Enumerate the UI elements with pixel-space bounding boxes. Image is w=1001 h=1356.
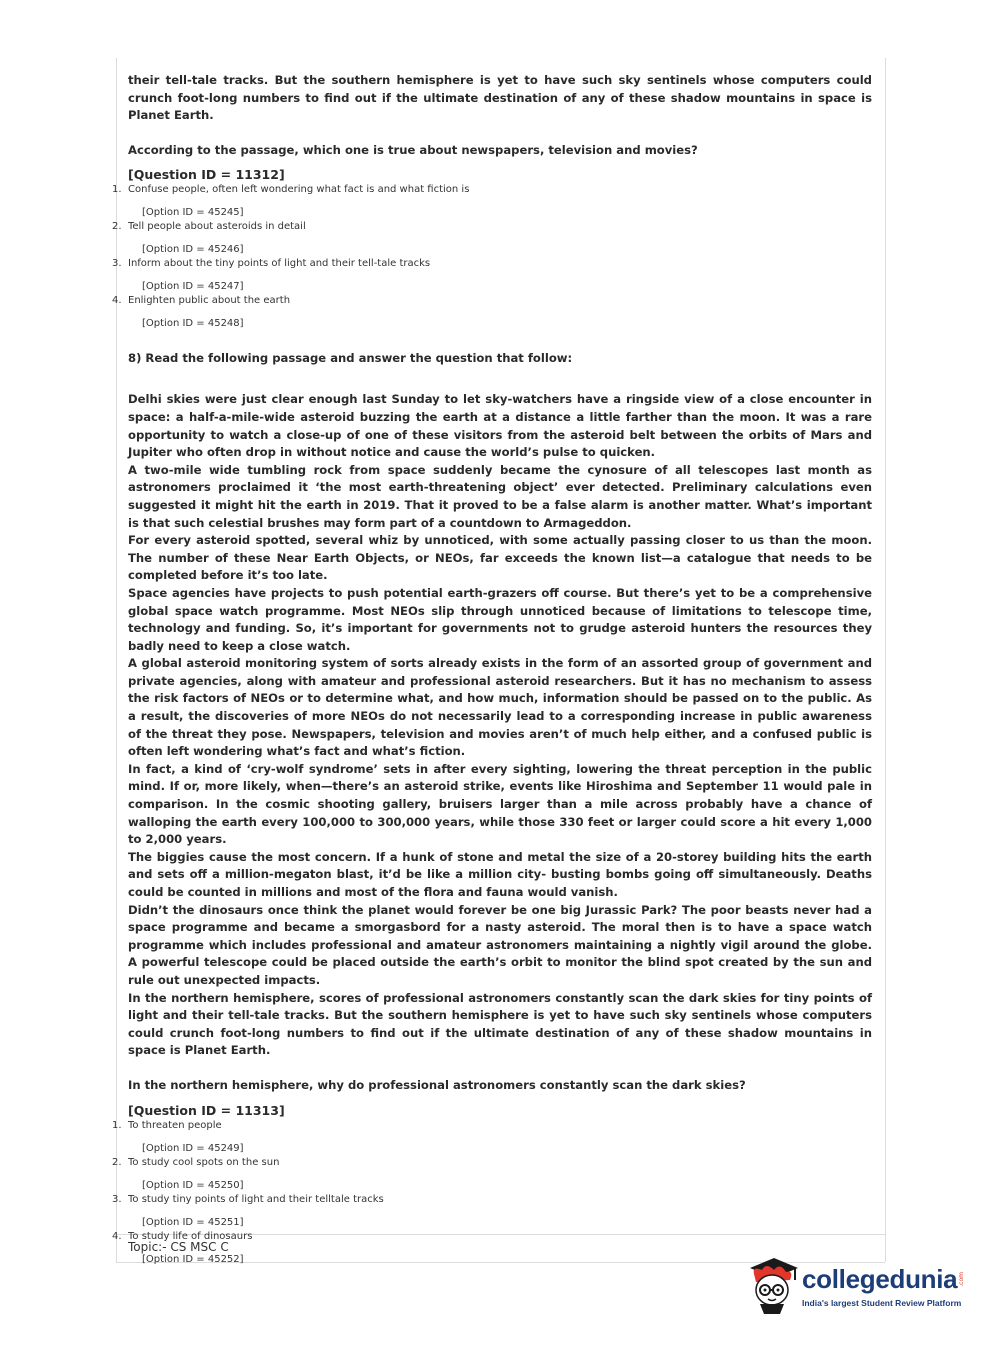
passage-paragraph: Delhi skies were just clear enough last Sunday to let sky-watchers have a ringside view of a close encounter in space: a half-a-mile-wide asteroid buzzing the earth at a distance a little farther than the moon. It was a rare opportunity to watch a close-up of one of these visitors from the asteroid belt between the orbits of Mars and Jupiter who often drop in without notice and cause the world’s pulse to quicken. (128, 392, 872, 460)
option-number: 4. (112, 295, 122, 307)
passage-continuation: their tell-tale tracks. But the southern hemisphere is yet to have such sky sentinels whose computers could crunch foot-long numbers to find out if the ultimate destination of any of these shadow mountains in space is Planet Earth. (128, 73, 872, 123)
option-text: To study cool spots on the sun (128, 1156, 280, 1168)
collegedunia-logo (744, 1252, 974, 1318)
option-id: [Option ID = 45245] (142, 207, 244, 219)
option-id: [Option ID = 45251] (142, 1216, 244, 1228)
option-text: Tell people about asteroids in detail (128, 221, 306, 233)
option-id: [Option ID = 45246] (142, 244, 244, 256)
logo-domain: .com (958, 1272, 965, 1287)
option-id: [Option ID = 45252] (142, 1253, 244, 1265)
option-item[interactable] (112, 257, 872, 294)
option-text: Inform about the tiny points of light and their tell-tale tracks (128, 258, 431, 270)
topic-label: Topic:- CS MSC C (128, 1240, 229, 1254)
passage-paragraph: A global asteroid monitoring system of sorts already exists in the form of an assorted group of government and private agencies, along with amateur and professional asteroid researchers. But it has no mechanism to assess the risk factors of NEOs or to determine what, and how much, information should be passed on to the public. As a result, the discoveries of more NEOs do not necessarily lead to a corresponding increase in public awareness of the threat they pose. Newspapers, television and movies aren’t of much help either, and a confused public is often left wondering what’s fact and what’s fiction. (128, 656, 872, 759)
passage-paragraph: In fact, a kind of ‘cry-wolf syndrome’ sets in after every sighting, lowering the threat perception in the public mind. If or, more likely, when—there’s an asteroid strike, events like Hiroshima and September 11 would pale in comparison. In the cosmic shooting gallery, bruisers larger than a mile across probably have a chance of walloping the earth every 100,000 to 300,000 years, while those 330 feet or larger could score a hit every 1,000 to 2,000 years. (128, 761, 872, 847)
question-7-text: According to the passage, which one is true about newspapers, television and movies? (128, 142, 698, 157)
option-item[interactable] (112, 220, 872, 257)
option-number: 3. (112, 1193, 122, 1205)
option-text: Enlighten public about the earth (128, 295, 291, 307)
passage-paragraph: Space agencies have projects to push potential earth-grazers off course. But there’s yet to be a comprehensive global space watch programme. Most NEOs slip through unnoticed because of limitations to telescope time, technology and funding. So, it’s important for governments not to grudge asteroid hunters the resources they badly need to keep a close watch. (128, 585, 872, 653)
option-text: To study life of dinosaurs (128, 1230, 253, 1242)
option-id: [Option ID = 45247] (142, 281, 244, 293)
option-item[interactable] (112, 1119, 872, 1156)
logo-wordmark: collegedunia (802, 1264, 958, 1294)
option-number: 2. (112, 221, 122, 233)
option-item[interactable] (112, 1193, 872, 1230)
option-number: 3. (112, 258, 122, 270)
question-7-options (112, 183, 872, 331)
question-8-title: 8) Read the following passage and answer the question that follow: (128, 351, 573, 366)
option-number: 4. (112, 1230, 122, 1242)
passage-paragraph: In the northern hemisphere, scores of professional astronomers constantly scan the dark skies for tiny points of light and their tell-tale tracks. But the southern hemisphere is yet to have such sky sentinels whose computers could crunch foot-long numbers to find out if the ultimate destination of any of these shadow mountains in space is Planet Earth. (128, 990, 872, 1058)
page-content (112, 72, 872, 1267)
option-number: 1. (112, 184, 122, 196)
question-8-id: [Question ID = 11313] (128, 1102, 285, 1118)
option-text: Confuse people, often left wondering what fact is and what fiction is (128, 184, 470, 196)
option-number: 1. (112, 1119, 122, 1131)
option-item[interactable] (112, 294, 872, 331)
logo-tagline: India's largest Student Review Platform (802, 1298, 962, 1308)
question-8-options (112, 1119, 872, 1267)
question-8-text: In the northern hemisphere, why do professional astronomers constantly scan the dark skies? (128, 1077, 746, 1092)
option-id: [Option ID = 45249] (142, 1142, 244, 1154)
option-item[interactable] (112, 1156, 872, 1193)
option-text: To study tiny points of light and their telltale tracks (128, 1193, 384, 1205)
mascot-icon (744, 1252, 802, 1316)
option-number: 2. (112, 1156, 122, 1168)
passage-paragraph: For every asteroid spotted, several whiz by unnoticed, with some actually passing closer to us than the moon. The number of these Near Earth Objects, or NEOs, far exceeds the known list—a catalogue that needs to be completed before it’s too late. (128, 533, 872, 583)
option-text: To threaten people (128, 1119, 222, 1131)
option-id: [Option ID = 45248] (142, 318, 244, 330)
passage-paragraph: A two-mile wide tumbling rock from space suddenly became the cynosure of all telescopes last month as astronomers proclaimed it ‘the most earth-threatening object’ ever detected. Preliminary calculations even suggested it might hit the earth in 2019. That it proved to be a false alarm is another matter. What’s important is that such celestial brushes may form part of a countdown to Armageddon. (128, 462, 872, 530)
passage-paragraph: Didn’t the dinosaurs once think the planet would forever be one big Jurassic Park? The poor beasts never had a space programme and became a smorgasbord for a nasty asteroid. The moral then is to have a space watch programme which includes professional and amateur astronomers maintaining a nightly vigil around the globe. A powerful telescope could be placed outside the earth’s orbit to monitor the blind spot created by the sun and rule out unexpected impacts. (128, 902, 872, 987)
question-7-id: [Question ID = 11312] (128, 167, 285, 183)
question-8-passage (128, 391, 872, 1060)
passage-paragraph: The biggies cause the most concern. If a hunk of stone and metal the size of a 20-storey building hits the earth and sets off a million-megaton blast, it’d be like a million city- busting bombs going off simultaneously. Deaths could be counted in millions and most of the flora and fauna would vanish. (128, 849, 872, 899)
option-id: [Option ID = 45250] (142, 1179, 244, 1191)
option-item[interactable] (112, 183, 872, 220)
